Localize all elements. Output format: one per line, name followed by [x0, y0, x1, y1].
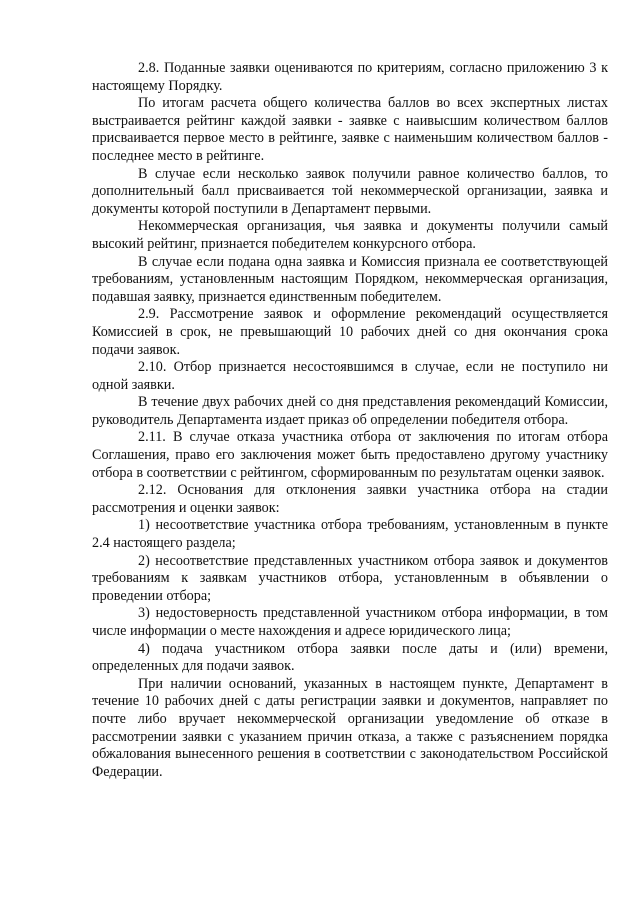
- paragraph-2-9: 2.9. Рассмотрение заявок и оформление рекомендаций осуществляется Комиссией в срок, не превышающий 10 рабочих дней со дня окончания срока подачи заявок.: [92, 306, 608, 358]
- paragraph-order: В течение двух рабочих дней со дня представления рекомендаций Комиссии, руководитель Департамента издает приказ об определении победителя отбора.: [92, 394, 608, 428]
- document-body: [92, 60, 608, 781]
- paragraph-2-11: 2.11. В случае отказа участника отбора от заключения по итогам отбора Соглашения, право его заключения может быть предоставлено другому участнику отбора в соответствии с рейтингом, сформированным по результатам оценки заявок.: [92, 429, 608, 481]
- paragraph-rating: По итогам расчета общего количества баллов во всех экспертных листах выстраивается рейтинг каждой заявки - заявке с наивысшим количеством баллов присваивается первое место в рейтинге, заявке с наименьшим количеством баллов - последнее место в рейтинге.: [92, 95, 608, 164]
- list-item-2: 2) несоответствие представленных участником отбора заявок и документов требованиям к заявкам участников отбора, установленным в объявлении о проведении отбора;: [92, 552, 608, 604]
- paragraph-notification: При наличии оснований, указанных в настоящем пункте, Департамент в течение 10 рабочих дней с даты регистрации заявки и документов, направляет по почте либо вручает некоммерческой организации уведомление об отказе в рассмотрении заявки с указанием причин отказа, а также с разъяснением порядка обжалования вынесенного решения в соответствии с законодательством Российской Федерации.: [92, 675, 608, 780]
- paragraph-2-8: 2.8. Поданные заявки оцениваются по критериям, согласно приложению 3 к настоящему Порядку.: [92, 60, 608, 94]
- paragraph-2-12: 2.12. Основания для отклонения заявки участника отбора на стадии рассмотрения и оценки заявок:: [92, 482, 608, 516]
- list-item-3: 3) недостоверность представленной участником отбора информации, в том числе информации о месте нахождения и адресе юридического лица;: [92, 605, 608, 639]
- paragraph-equal-score: В случае если несколько заявок получили равное количество баллов, то дополнительный балл присваивается той некоммерческой организации, заявка и документы которой поступили в Департамент первыми.: [92, 165, 608, 217]
- list-item-4: 4) подача участником отбора заявки после даты и (или) времени, определенных для подачи заявок.: [92, 640, 608, 675]
- list-item-1: 1) несоответствие участника отбора требованиям, установленным в пункте 2.4 настоящего раздела;: [92, 517, 608, 552]
- paragraph-2-10: 2.10. Отбор признается несостоявшимся в случае, если не поступило ни одной заявки.: [92, 359, 608, 393]
- paragraph-single-bid: В случае если подана одна заявка и Комиссия признала ее соответствующей требованиям, установленным настоящим Порядком, некоммерческая организация, подавшая заявку, признается единственным победителем.: [92, 253, 608, 305]
- paragraph-winner: Некоммерческая организация, чья заявка и документы получили самый высокий рейтинг, признается победителем конкурсного отбора.: [92, 218, 608, 252]
